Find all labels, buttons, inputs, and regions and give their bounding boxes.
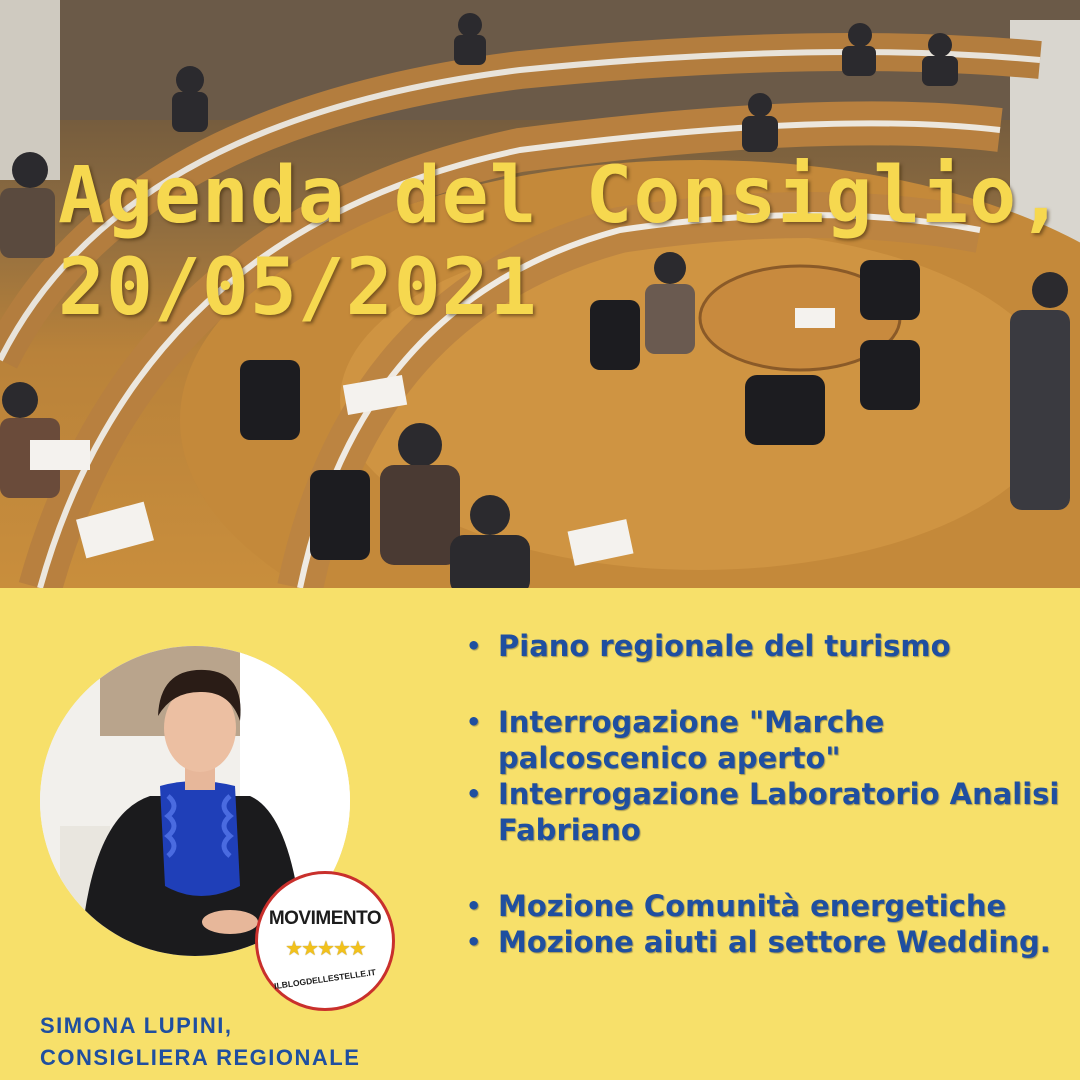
agenda-item xyxy=(466,888,1066,924)
agenda-list xyxy=(466,628,1066,960)
title-line-2-date: 20/05/2021 xyxy=(58,243,538,333)
bullet-icon: • xyxy=(466,892,482,920)
person-caption xyxy=(40,1010,360,1074)
agenda-item-text: Mozione aiuti al settore Wedding. xyxy=(498,925,1051,959)
bullet-icon: • xyxy=(466,708,482,736)
logo-word: MOVIMENTO xyxy=(268,908,382,929)
agenda-item-text: Piano regionale del turismo xyxy=(498,629,951,663)
movimento-5-stelle-logo xyxy=(255,871,395,1011)
agenda-item-text: Interrogazione Laboratorio Analisi Fabriano xyxy=(498,777,1060,847)
info-panel xyxy=(0,588,1080,1080)
agenda-item xyxy=(466,628,1066,664)
bullet-icon: • xyxy=(466,632,482,660)
person-role: CONSIGLIERA REGIONALE xyxy=(40,1045,361,1070)
bullet-icon: • xyxy=(466,928,482,956)
person-name: SIMONA LUPINI, xyxy=(40,1013,233,1038)
logo-stars: ★★★★★ xyxy=(285,936,365,960)
logo-blog-text: ILBLOGDELLESTELLE.IT xyxy=(273,966,377,992)
agenda-item xyxy=(466,776,1066,848)
title-line-1: Agenda del Consiglio, xyxy=(58,151,1066,241)
page-title xyxy=(58,150,1065,334)
agenda-item xyxy=(466,704,1066,776)
bullet-icon: • xyxy=(466,780,482,808)
agenda-item-text: Interrogazione "Marche palcoscenico aperto" xyxy=(498,705,885,775)
agenda-item-text: Mozione Comunità energetiche xyxy=(498,889,1007,923)
agenda-item xyxy=(466,924,1066,960)
